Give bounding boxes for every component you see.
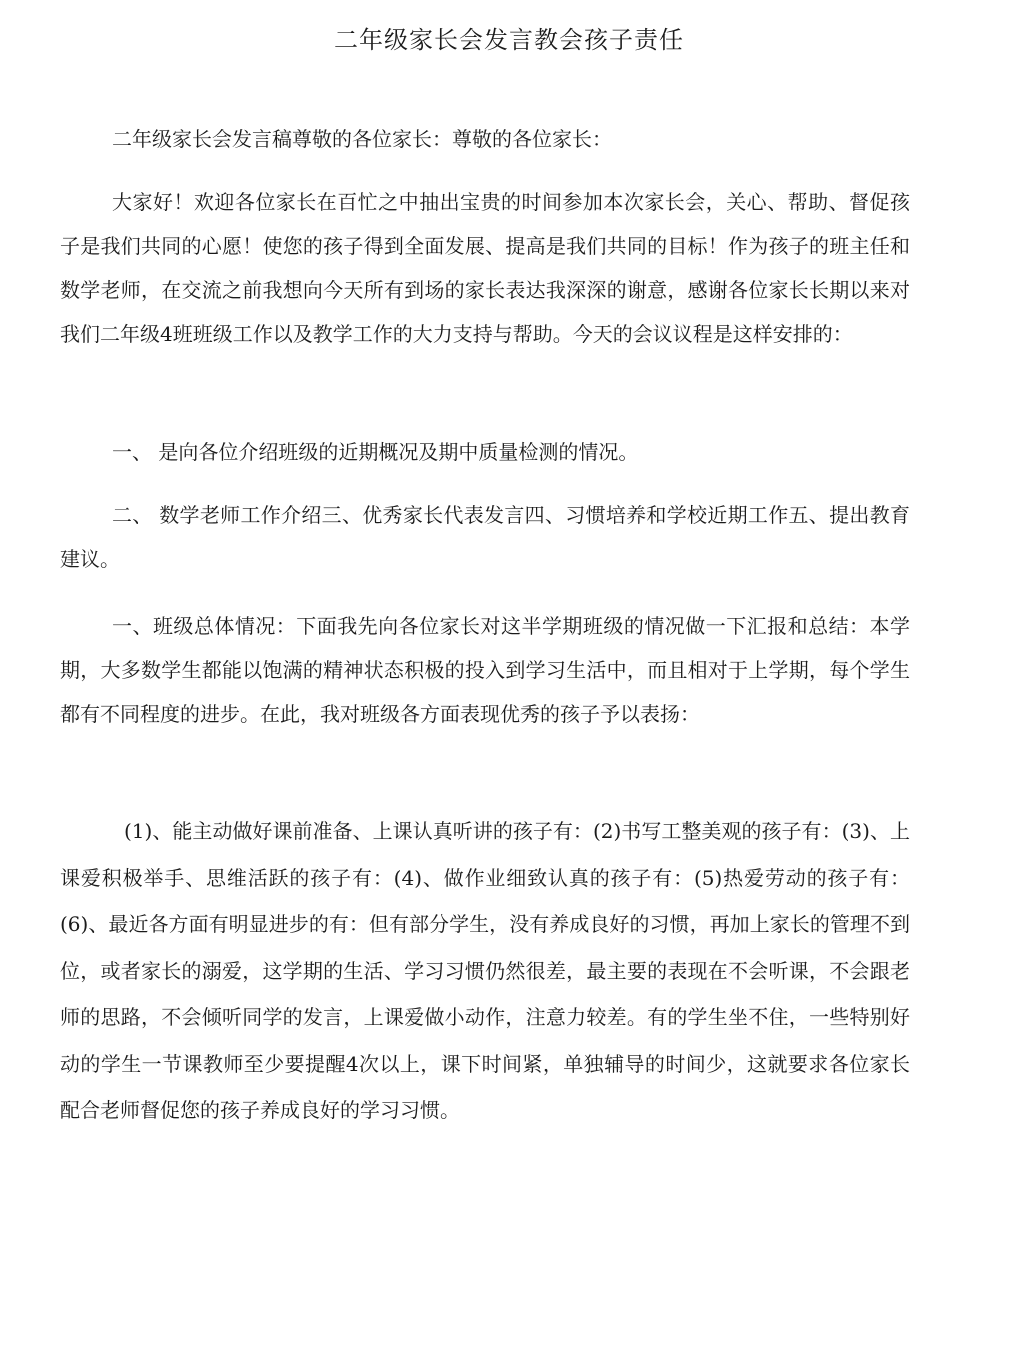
salutation-paragraph: 二年级家长会发言稿尊敬的各位家长：尊敬的各位家长： bbox=[112, 127, 612, 151]
agenda-item-one: 一、 是向各位介绍班级的近期概况及期中质量检测的情况。 bbox=[112, 440, 639, 464]
praise-paragraph: (1)、能主动做好课前准备、上课认真听讲的孩子有：(2)书写工整美观的孩子有：(3)、上课爱积极举手、思维活跃的孩子有：(4)、做作业细致认真的孩子有：(5)热爱劳动的孩子有：(6)、最近各方面有明显进步的有：但有部分学生，没有养成良好的习惯，再加上家长的管理不到位，或者家长的溺爱，这学期的生活、学习习惯仍然很差，最主要的表现在不会听课，不会跟老师的思路，不会倾听同学的发言，上课爱做小动作，注意力较差。有的学生坐不住，一些特别好动的学生一节课教师至少要提醒4次以上，课下时间紧，单独辅导的时间少，这就要求各位家长配合老师督促您的孩子养成良好的学习习惯。 bbox=[60, 819, 910, 1122]
class-overview-paragraph: 一、班级总体情况：下面我先向各位家长对这半学期班级的情况做一下汇报和总结：本学期，大多数学生都能以饱满的精神状态积极的投入到学习生活中，而且相对于上学期，每个学生都有不同程度的进步。在此，我对班级各方面表现优秀的孩子予以表扬： bbox=[60, 614, 910, 726]
welcome-paragraph: 大家好！欢迎各位家长在百忙之中抽出宝贵的时间参加本次家长会，关心、帮助、督促孩子是我们共同的心愿！使您的孩子得到全面发展、提高是我们共同的目标！作为孩子的班主任和数学老师，在交流之前我想向今天所有到场的家长表达我深深的谢意，感谢各位家长长期以来对我们二年级4班班级工作以及教学工作的大力支持与帮助。今天的会议议程是这样安排的： bbox=[60, 190, 910, 346]
document-title: 二年级家长会发言教会孩子责任 bbox=[334, 26, 684, 54]
agenda-item-two: 二、 数学老师工作介绍三、优秀家长代表发言四、习惯培养和学校近期工作五、提出教育建议。 bbox=[60, 503, 910, 571]
